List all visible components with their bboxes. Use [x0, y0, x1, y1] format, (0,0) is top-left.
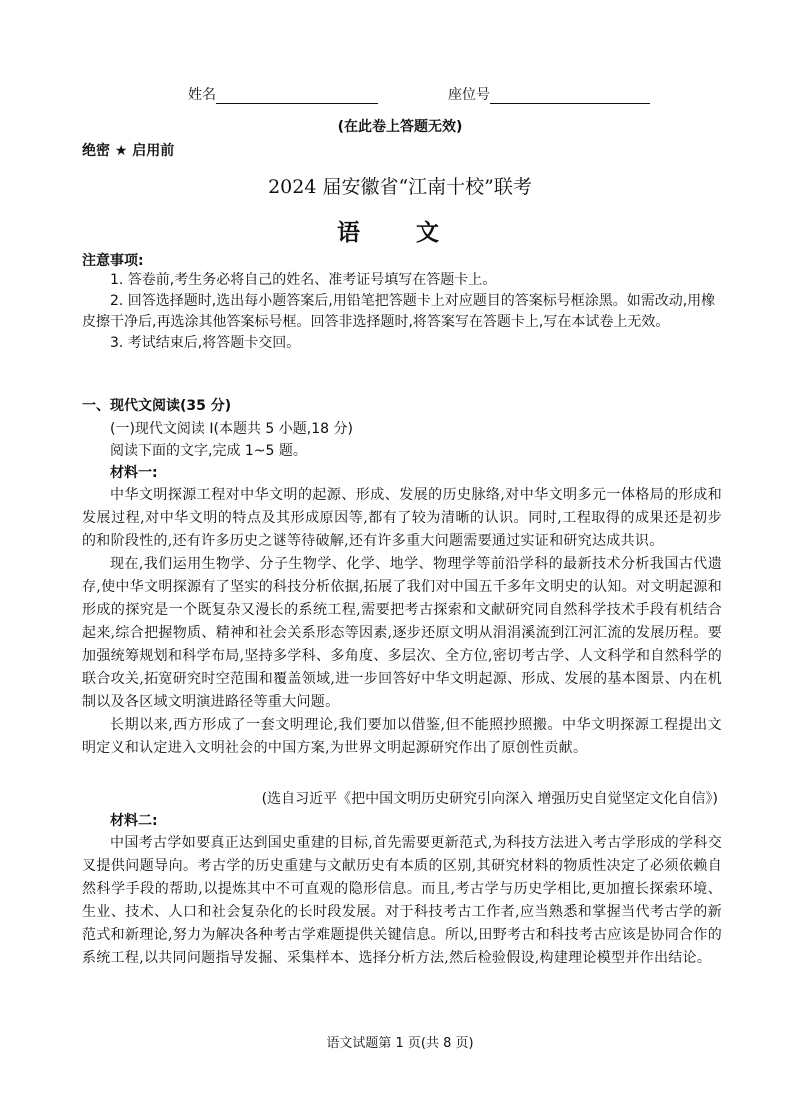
material1-label: 材料一:	[110, 465, 158, 481]
material2-label: 材料二:	[110, 813, 158, 829]
section-heading: 一、现代文阅读(35 分)	[82, 398, 232, 414]
material1-paragraph: 长期以来,西方形成了一套文明理论,我们要加以借鉴,但不能照抄照搬。中华文明探源工程提出文明定义和认定进入文明社会的中国方案,为世界文明起源研究作出了原创性贡献。	[82, 717, 722, 756]
notice-list	[82, 270, 722, 354]
notice-item: 1. 答卷前,考生务必将自己的姓名、准考证号填写在答题卡上。	[110, 272, 497, 288]
material1-paragraph: 中华文明探源工程对中华文明的起源、形成、发展的历史脉络,对中华文明多元一体格局的形成和发展过程,对中华文明的特点及其形成原因等,都有了较为清晰的认识。同时,工程取得的成果还是初步的和阶段性的,还有许多历史之谜等待破解,还有许多重大问题需要通过实证和研究达成共识。	[82, 487, 722, 549]
exam-title: 2024 届安徽省“江南十校”联考	[268, 176, 532, 198]
name-blank	[216, 87, 378, 104]
seat-blank	[490, 87, 650, 104]
reading-instruction: 阅读下面的文字,完成 1~5 题。	[110, 443, 307, 459]
material2-text	[82, 832, 722, 970]
seat-field	[448, 84, 650, 104]
page-footer: 语文试题第 1 页(共 8 页)	[326, 1036, 474, 1051]
material2-paragraph: 中国考古学如要真正达到国史重建的目标,首先需要更新范式,为科技方法进入考古学形成的学科交叉提供问题导向。考古学的历史重建与文献历史有本质的区别,其研究材料的物质性决定了必须依赖自然科学手段的帮助,以提炼其中不可直观的隐形信息。而且,考古学与历史学相比,更加擅长探索环境、生业、技术、人口和社会复杂化的长时段发展。对于科技考古工作者,应当熟悉和掌握当代考古学的新范式和新理论,努力为解决各种考古学难题提供关键信息。所以,田野考古和科技考古应该是协同合作的系统工程,以共同问题指导发掘、采集样本、选择分析方法,然后检验假设,构建理论模型并作出结论。	[82, 835, 722, 966]
notice-heading: 注意事项:	[82, 253, 144, 269]
subject-title: 语 文	[336, 220, 463, 246]
invalid-note: (在此卷上答题无效)	[337, 119, 463, 135]
notice-item: 3. 考试结束后,将答题卡交回。	[110, 335, 301, 351]
name-label: 姓名	[188, 87, 216, 103]
subsection-heading: (一)现代文阅读 I(本题共 5 小题,18 分)	[110, 421, 353, 437]
notice-item: 2. 回答选择题时,选出每小题答案后,用铅笔把答题卡上对应题目的答案标号框涂黑。如需改动,用橡皮擦干净后,再选涂其他答案标号框。回答非选择题时,将答案写在答题卡上,写在本试卷上无效。	[82, 293, 716, 330]
seat-label: 座位号	[448, 87, 490, 103]
secret-label: 绝密 ★ 启用前	[82, 143, 175, 159]
name-field	[188, 84, 378, 104]
material1-text	[82, 484, 722, 760]
material1-paragraph: 现在,我们运用生物学、分子生物学、化学、地学、物理学等前沿学科的最新技术分析我国古代遗存,使中华文明探源有了坚实的科技分析依据,拓展了我们对中国五千多年文明史的认知。对文明起源和形成的探究是一个既复杂又漫长的系统工程,需要把考古探索和文献研究同自然科学技术手段有机结合起来,综合把握物质、精神和社会关系形态等因素,逐步还原文明从涓涓溪流到江河汇流的发展历程。要加强统筹规划和科学布局,坚持多学科、多角度、多层次、全方位,密切考古学、人文科学和自然科学的联合攻关,拓宽研究时空范围和覆盖领域,进一步回答好中华文明起源、形成、发展的基本图景、内在机制以及各区域文明演进路径等重大问题。	[82, 556, 722, 710]
material1-source: (选自习近平《把中国文明历史研究引向深入 增强历史自觉坚定文化自信》)	[261, 791, 718, 807]
